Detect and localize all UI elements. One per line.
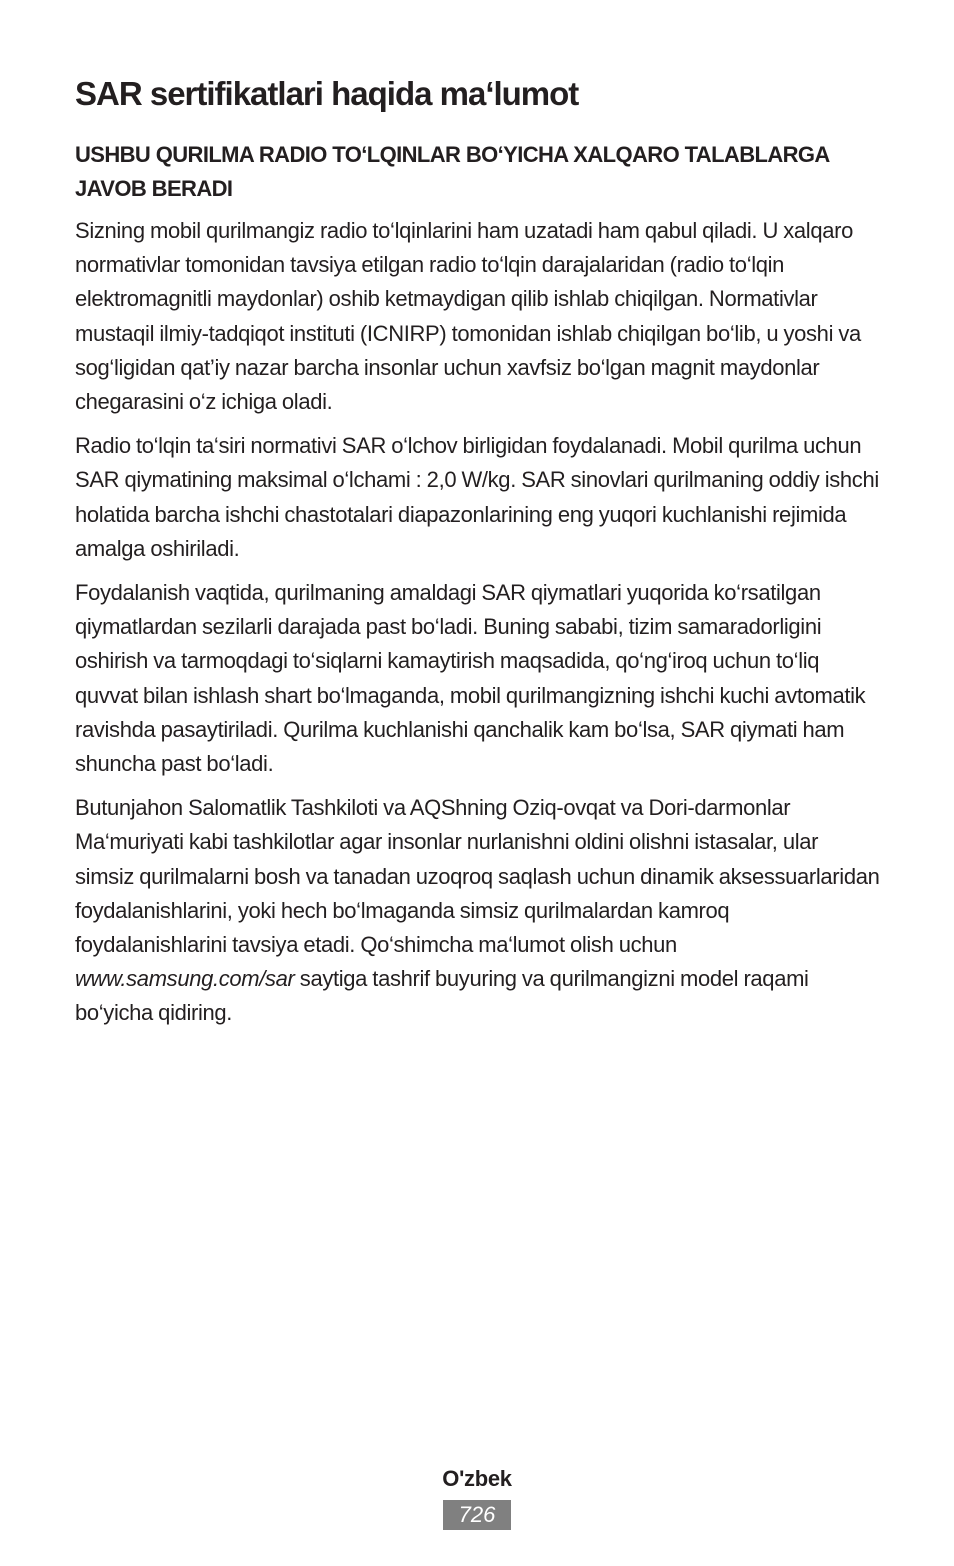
samsung-sar-link[interactable]: www.samsung.com/sar: [75, 966, 295, 992]
paragraph-4: [75, 791, 880, 1030]
paragraph-1: Sizning mobil qurilmangiz radio to‘lqinlarini ham uzatadi ham qabul qiladi. U xalqaro normativlar tomonidan tavsiya etilgan radio to‘lqin darajalaridan (radio to‘lqin elektromagnitli maydonlar) oshib ketmaydigan qilib ishlab chiqilgan. Normativlar mustaqil ilmiy-tadqiqot instituti (ICNIRP) tomonidan ishlab chiqilgan bo‘lib, u yoshi va sog‘ligidan qat’iy nazar barcha insonlar uchun xavfsiz bo‘lgan magnit maydonlar chegarasini o‘z ichiga oladi.: [75, 218, 861, 415]
paragraph-4-text-end: saytiga tashrif buyuring va qurilmangizni model raqami bo‘yicha qidiring.: [75, 966, 809, 1026]
paragraph-3: Foydalanish vaqtida, qurilmaning amaldagi SAR qiymatlari yuqorida ko‘rsatilgan qiymatlardan sezilarli darajada past bo‘ladi. Buning sababi, tizim samaradorligini oshirish va tarmoqdagi to‘siqlarni kamaytirish maqsadida, qo‘ng‘iroq uchun to‘liq quvvat bilan ishlash shart bo‘lmaganda, mobil qurilmangizning ishchi kuchi avtomatik ravishda pasaytiriladi. Qurilma kuchlanishi qanchalik kam bo‘lsa, SAR qiymati ham shuncha past bo‘ladi.: [75, 580, 866, 777]
page-title: SAR sertifikatlari haqida ma‘lumot: [75, 75, 579, 112]
language-label: O'zbek: [442, 1466, 512, 1491]
paragraph-4-text-start: Butunjahon Salomatlik Tashkiloti va AQShning Oziq-ovqat va Dori-darmonlar Ma‘muriyati kabi tashkilotlar agar insonlar nurlanishni oldini olishni istasalar, ular simsiz qurilmalarni bosh va tanadan uzoqroq saqlash uchun dinamik aksessuarlaridan foydalanishlarini, yoki hech bo‘lmaganda simsiz qurilmalardan kamroq foydalanishlarini tavsiya etadi. Qo‘shimcha ma‘lumot olish uchun: [75, 795, 880, 958]
document-page: [75, 72, 880, 1041]
page-footer: [0, 1462, 954, 1530]
paragraph-2: Radio to‘lqin ta‘siri normativi SAR o‘lchov birligidan foydalanadi. Mobil qurilma uchun SAR qiymatining maksimal o‘lchami : 2,0 W/kg. SAR sinovlari qurilmaning oddiy ishchi holatida barcha ishchi chastotalari diapazonlarining eng yuqori kuchlanishi rejimida amalga oshiriladi.: [75, 433, 879, 561]
section-subtitle: USHBU QURILMA RADIO TO‘LQINLAR BO‘YICHA XALQARO TALABLARGA JAVOB BERADI: [75, 142, 829, 201]
page-number-badge: 726: [443, 1500, 511, 1530]
